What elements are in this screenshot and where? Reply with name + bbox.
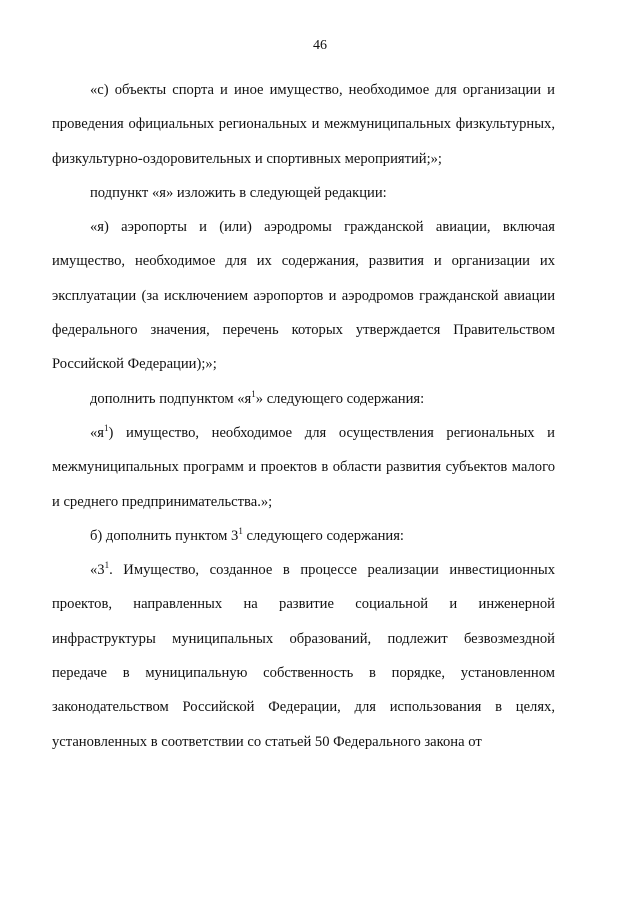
paragraph-text: подпункт «я» изложить в следующей редакции:	[90, 184, 387, 201]
paragraph-text: «3	[90, 562, 105, 579]
paragraph-text: дополнить подпунктом «я	[90, 390, 252, 407]
paragraph-text: . Имущество, созданное в процессе реализации инвестиционных проектов, направленных на развитие социальной и инженерной инфраструктуры муниципальных образований, подлежит безвозмездной передаче в муниципальную собственность в порядке, установленном законодательством Российской Федерации, для использования в целях, установленных в соответствии со статьей 50 Федерального закона от	[52, 562, 555, 750]
paragraph-add-subitem-ya1	[52, 382, 555, 416]
paragraph-text: б) дополнить пунктом 3	[90, 527, 239, 544]
superscript: 1	[104, 423, 109, 434]
paragraph-text: «я	[90, 424, 105, 441]
paragraph-text: » следующего содержания:	[255, 390, 425, 407]
paragraph-c-sports-objects	[52, 73, 555, 176]
document-body	[52, 73, 555, 759]
paragraph-ya1-property	[52, 416, 555, 519]
paragraph-text: ) имущество, необходимое для осуществления региональных и межмуниципальных программ и проектов в области развития субъектов малого и среднего предпринимательства.»;	[52, 424, 555, 510]
superscript: 1	[238, 526, 243, 536]
paragraph-text: «я) аэропорты и (или) аэродромы гражданской авиации, включая имущество, необходимое для их содержания, развития и организации их эксплуатации (за исключением аэропортов и аэродромов гражданской авиации федерального значения, перечень которых утверждается Правительством Российской Федерации);»;	[52, 219, 555, 373]
paragraph-text: следующего содержания:	[242, 527, 404, 544]
paragraph-subitem-ya-instruction	[52, 176, 555, 210]
page-number: 46	[313, 38, 327, 53]
paragraph-text: «с) объекты спорта и иное имущество, необходимое для организации и проведения официальных региональных и межмуниципальных физкультурных, физкультурно-оздоровительных и спортивных мероприятий;»;	[52, 82, 555, 167]
superscript: 1	[104, 560, 110, 571]
superscript: 1	[251, 388, 256, 399]
paragraph-b-add-item-3-1	[52, 519, 555, 553]
paragraph-3-1-investment-property	[52, 553, 555, 759]
paragraph-ya-airports	[52, 210, 555, 381]
